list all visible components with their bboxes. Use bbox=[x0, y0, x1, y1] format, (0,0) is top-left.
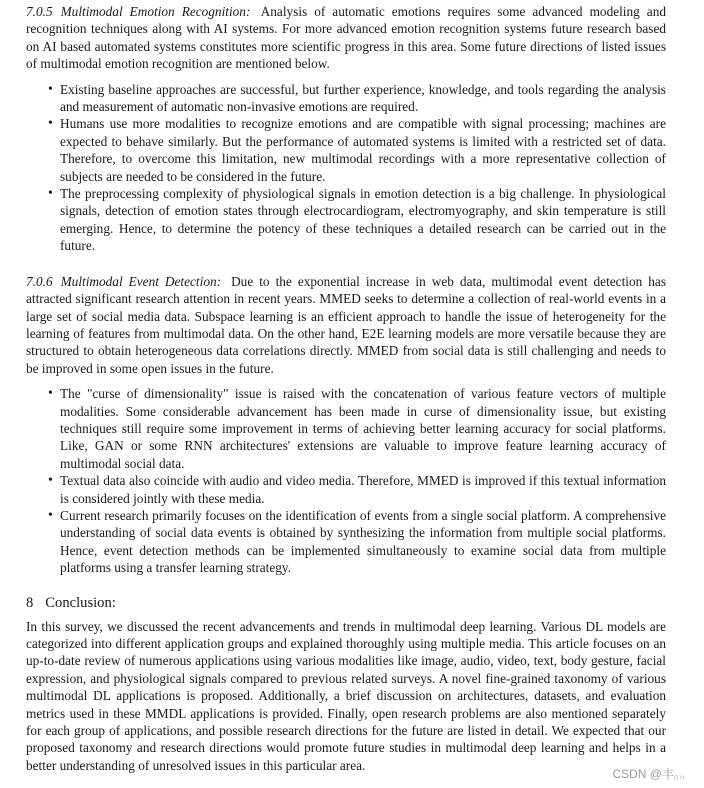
section-number: 8 bbox=[26, 594, 34, 611]
paper-content bbox=[26, 3, 666, 774]
list-item: • Textual data also coincide with audio and video media. Therefore, MMED is improved if this textual information is considered jointly with these media. bbox=[60, 472, 666, 507]
section-event-detection bbox=[26, 273, 666, 577]
subsection-intro: Due to the exponential increase in web data, multimodal event detection has attracted significant research attention in recent years. MMED seeks to determine a collection of real-world events in a large set of social media data. Subspace learning is an efficient approach to handle the issue of heterogeneity for the learning of features from multimodal data. On the other hand, E2E learning models are more versatile because they are structured to obtain heterogeneous data correlations directly. MMED from social data is still challenging and needs to be improved in some open issues in the future. bbox=[26, 273, 666, 376]
subsection-number: 7.0.5 bbox=[26, 4, 53, 19]
watermark: CSDN @丰。。 bbox=[612, 767, 692, 781]
conclusion-paragraph: In this survey, we discussed the recent advancements and trends in multimodal deep learning. Various DL models are categorized into different application groups and explained thoroughly using multiple media. This article focuses on an up-to-date review of numerous applications using various modalities like image, audio, video, text, body gesture, facial expression, and physiological signals compared to previous related surveys. A novel fine-grained taxonomy of various multimodal DL applications is proposed. Additionally, a brief discussion on architectures, datasets, and evaluation metrics used in these MMDL applications is provided. Finally, open research problems are also mentioned separately for each group of applications, and possible research directions for the future are listed in detail. We expected that our proposed taxonomy and research directions would promote future studies in multimodal deep learning and helps in a better understanding of unresolved issues in this particular area. bbox=[26, 618, 666, 773]
subsection-number: 7.0.6 bbox=[26, 273, 53, 289]
section-paragraph bbox=[26, 3, 666, 73]
section-paragraph bbox=[26, 273, 666, 377]
section-conclusion bbox=[26, 594, 666, 775]
list-item: • Humans use more modalities to recognize emotions and are compatible with signal processing; machines are expected to behave similarly. But the performance of automated systems is limited with a restricted set of data. Therefore, to overcome this limitation, new multimodal recordings with a more representative collection of subjects are needed to be considered in the future. bbox=[60, 115, 666, 185]
section-emotion-recognition bbox=[26, 3, 666, 255]
bullet-list bbox=[26, 385, 666, 576]
list-item: • Current research primarily focuses on the identification of events from a single social platform. A comprehensive understanding of social data events is obtained by synthesizing the information from multiple social platforms. Hence, event detection methods can be implemented simultaneously to examine social data from multiple platforms using a transfer learning strategy. bbox=[60, 507, 666, 577]
subsection-title: Multimodal Emotion Recognition: bbox=[60, 4, 251, 19]
list-item: • Existing baseline approaches are successful, but further experience, knowledge, and tools regarding the analysis and measurement of automatic non-invasive emotions are required. bbox=[60, 81, 666, 116]
list-item: • The preprocessing complexity of physiological signals in emotion detection is a big challenge. In physiological signals, detection of emotion states through electrocardiogram, electromyography, and skin temperature is still emerging. Hence, to determine the potency of these techniques a detailed research can be carried out in the future. bbox=[60, 185, 666, 255]
section-title: Conclusion: bbox=[45, 594, 116, 611]
list-item: • The "curse of dimensionality" issue is raised with the concatenation of various feature vectors of multiple modalities. Some considerable advancement has been made in curse of dimensionality issue, but existing techniques still require some improvement in terms of achieving better learning accuracy for social platforms. Like, GAN or some RNN architectures' extensions are valuable to improve feature learning accuracy of multimodal social data. bbox=[60, 385, 666, 472]
subsection-title: Multimodal Event Detection: bbox=[60, 273, 222, 289]
subsection-intro: Analysis of automatic emotions requires some advanced modeling and recognition techniques along with AI systems. For more advanced emotion recognition systems future research based on AI based automated systems constitutes more scientific progress in this area. Some future directions of listed issues of multimodal emotion recognition are mentioned below. bbox=[26, 4, 667, 72]
section-heading bbox=[26, 594, 666, 612]
bullet-list bbox=[26, 81, 666, 255]
